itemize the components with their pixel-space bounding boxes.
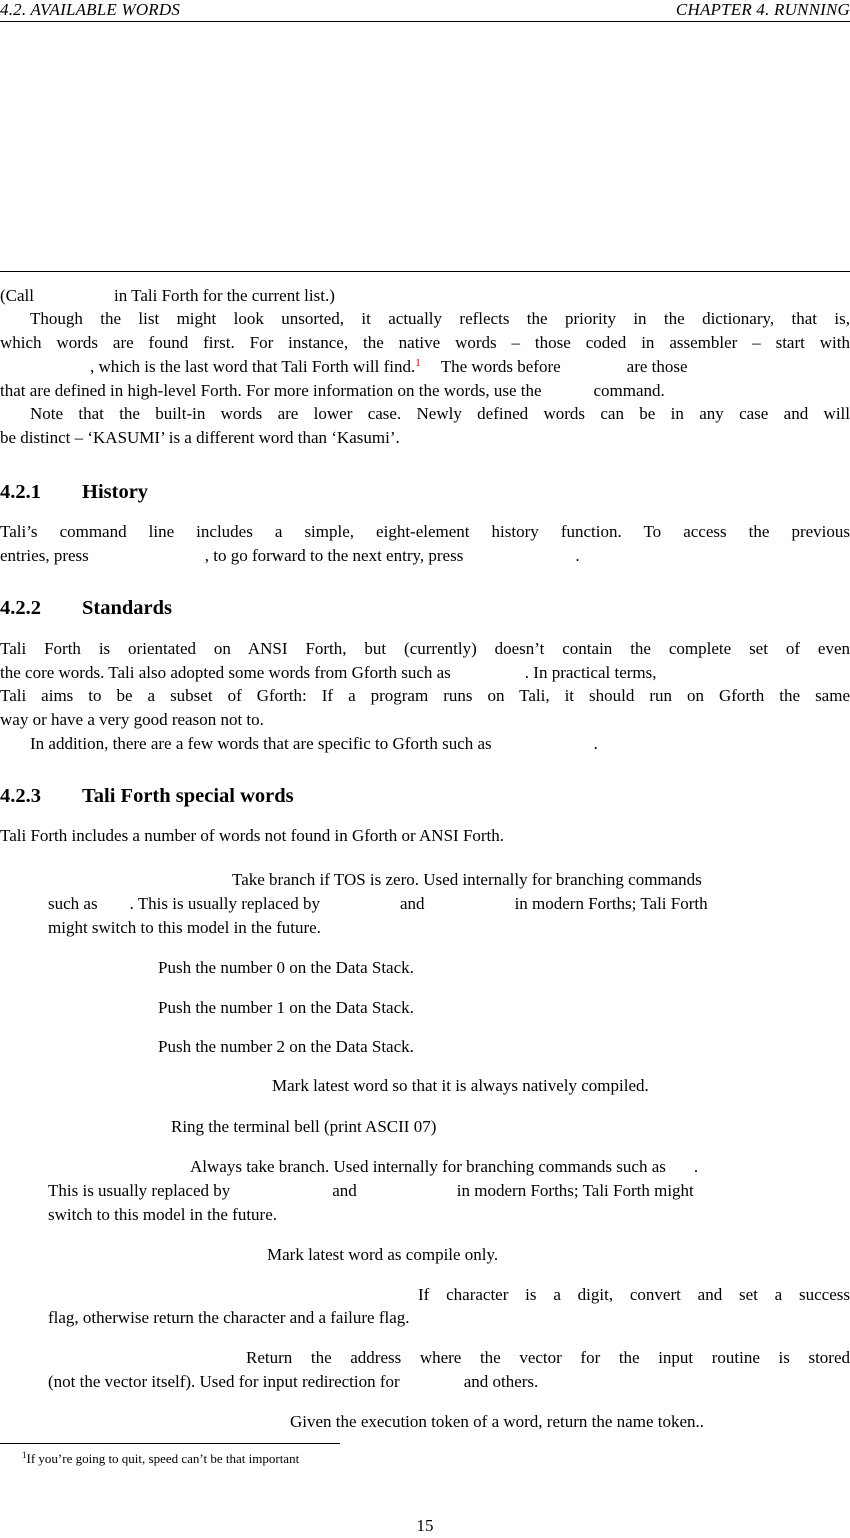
desc-item-5: Mark latest word so that it is always natively compiled.: [272, 1076, 649, 1095]
standards-line-1: Tali Forth is orientated on ANSI Forth, but (currently) doesn’t contain the complete set of even: [0, 639, 850, 658]
desc-item-1-line-1: Take branch if TOS is zero. Used internally for branching commands: [232, 870, 702, 889]
desc-item-7-line-2: This is usually replaced by and in modern Forths; Tali Forth might: [48, 1181, 694, 1200]
intro-line-4: , which is the last word that Tali Forth will find.$^1$ The words before are those: [90, 357, 688, 376]
footnote-ref[interactable]: 1: [415, 357, 421, 369]
section-heading-standards: 4.2.2 Standards: [0, 597, 173, 619]
intro-line-3: which words are found first. For instance, the native words – those coded in assembler – start with: [0, 333, 850, 352]
section-heading-history: 4.2.1 History: [0, 481, 149, 503]
desc-item-2: Push the number 0 on the Data Stack.: [158, 958, 414, 977]
desc-item-1-line-2: such as . This is usually replaced by and in modern Forths; Tali Forth: [48, 894, 708, 913]
intro-line-5: that are defined in high-level Forth. For more information on the words, use the command.: [0, 381, 665, 400]
desc-item-1-line-3: might switch to this model in the future.: [48, 918, 321, 937]
desc-item-8: Mark latest word as compile only.: [267, 1245, 499, 1264]
intro-line-2: Though the list might look unsorted, it actually reflects the priority in the dictionary, that is,: [30, 309, 850, 328]
standards-line-2: the core words. Tali also adopted some words from Gforth such as . In practical terms,: [0, 663, 657, 682]
desc-item-7-line-3: switch to this model in the future.: [48, 1205, 277, 1224]
header-rule: [0, 21, 850, 22]
desc-item-9-line-1: If character is a digit, convert and set a success: [418, 1285, 850, 1304]
desc-item-4: Push the number 2 on the Data Stack.: [158, 1037, 414, 1056]
intro-line-7: be distinct – ‘KASUMI’ is a different word than ‘Kasumi’.: [0, 428, 400, 447]
listing-bottom-rule: [0, 271, 850, 272]
desc-item-11: Given the execution token of a word, return the name token..: [290, 1412, 705, 1431]
footnote-rule: [0, 1443, 340, 1444]
footnote-mark: 1: [22, 1450, 27, 1460]
desc-item-10-line-1: Return the address where the vector for the input routine is stored: [246, 1348, 850, 1367]
history-line-1: Tali’s command line includes a simple, eight-element history function. To access the previous: [0, 522, 850, 541]
section-heading-special-words: 4.2.3 Tali Forth special words: [0, 785, 294, 807]
running-header-chapter: CHAPTER 4. RUNNING: [675, 0, 850, 19]
special-intro: Tali Forth includes a number of words not found in Gforth or ANSI Forth.: [0, 826, 505, 845]
desc-item-9-line-2: flag, otherwise return the character and a failure flag.: [48, 1308, 410, 1327]
desc-item-10-line-2: (not the vector itself). Used for input redirection for and others.: [48, 1372, 539, 1391]
running-header-section: 4.2. AVAILABLE WORDS: [0, 0, 181, 19]
intro-line-1: (Call in Tali Forth for the current list.): [0, 286, 335, 305]
standards-line-5: In addition, there are a few words that are specific to Gforth such as .: [30, 734, 598, 753]
standards-line-4: way or have a very good reason not to.: [0, 710, 264, 729]
footnote: $^1$If you’re going to quit, speed can’t be that important: [22, 1450, 300, 1466]
standards-line-3: Tali aims to be a subset of Gforth: If a program runs on Tali, it should run on Gforth the same: [0, 686, 850, 705]
desc-item-3: Push the number 1 on the Data Stack.: [158, 998, 414, 1017]
page-number: 15: [416, 1516, 434, 1535]
desc-item-6: Ring the terminal bell (print ASCII 07): [171, 1117, 437, 1136]
intro-line-6: Note that the built-in words are lower case. Newly defined words can be in any case and will: [30, 404, 850, 423]
desc-item-7-line-1: Always take branch. Used internally for branching commands such as .: [190, 1157, 699, 1176]
history-line-2: entries, press , to go forward to the next entry, press .: [0, 546, 580, 565]
